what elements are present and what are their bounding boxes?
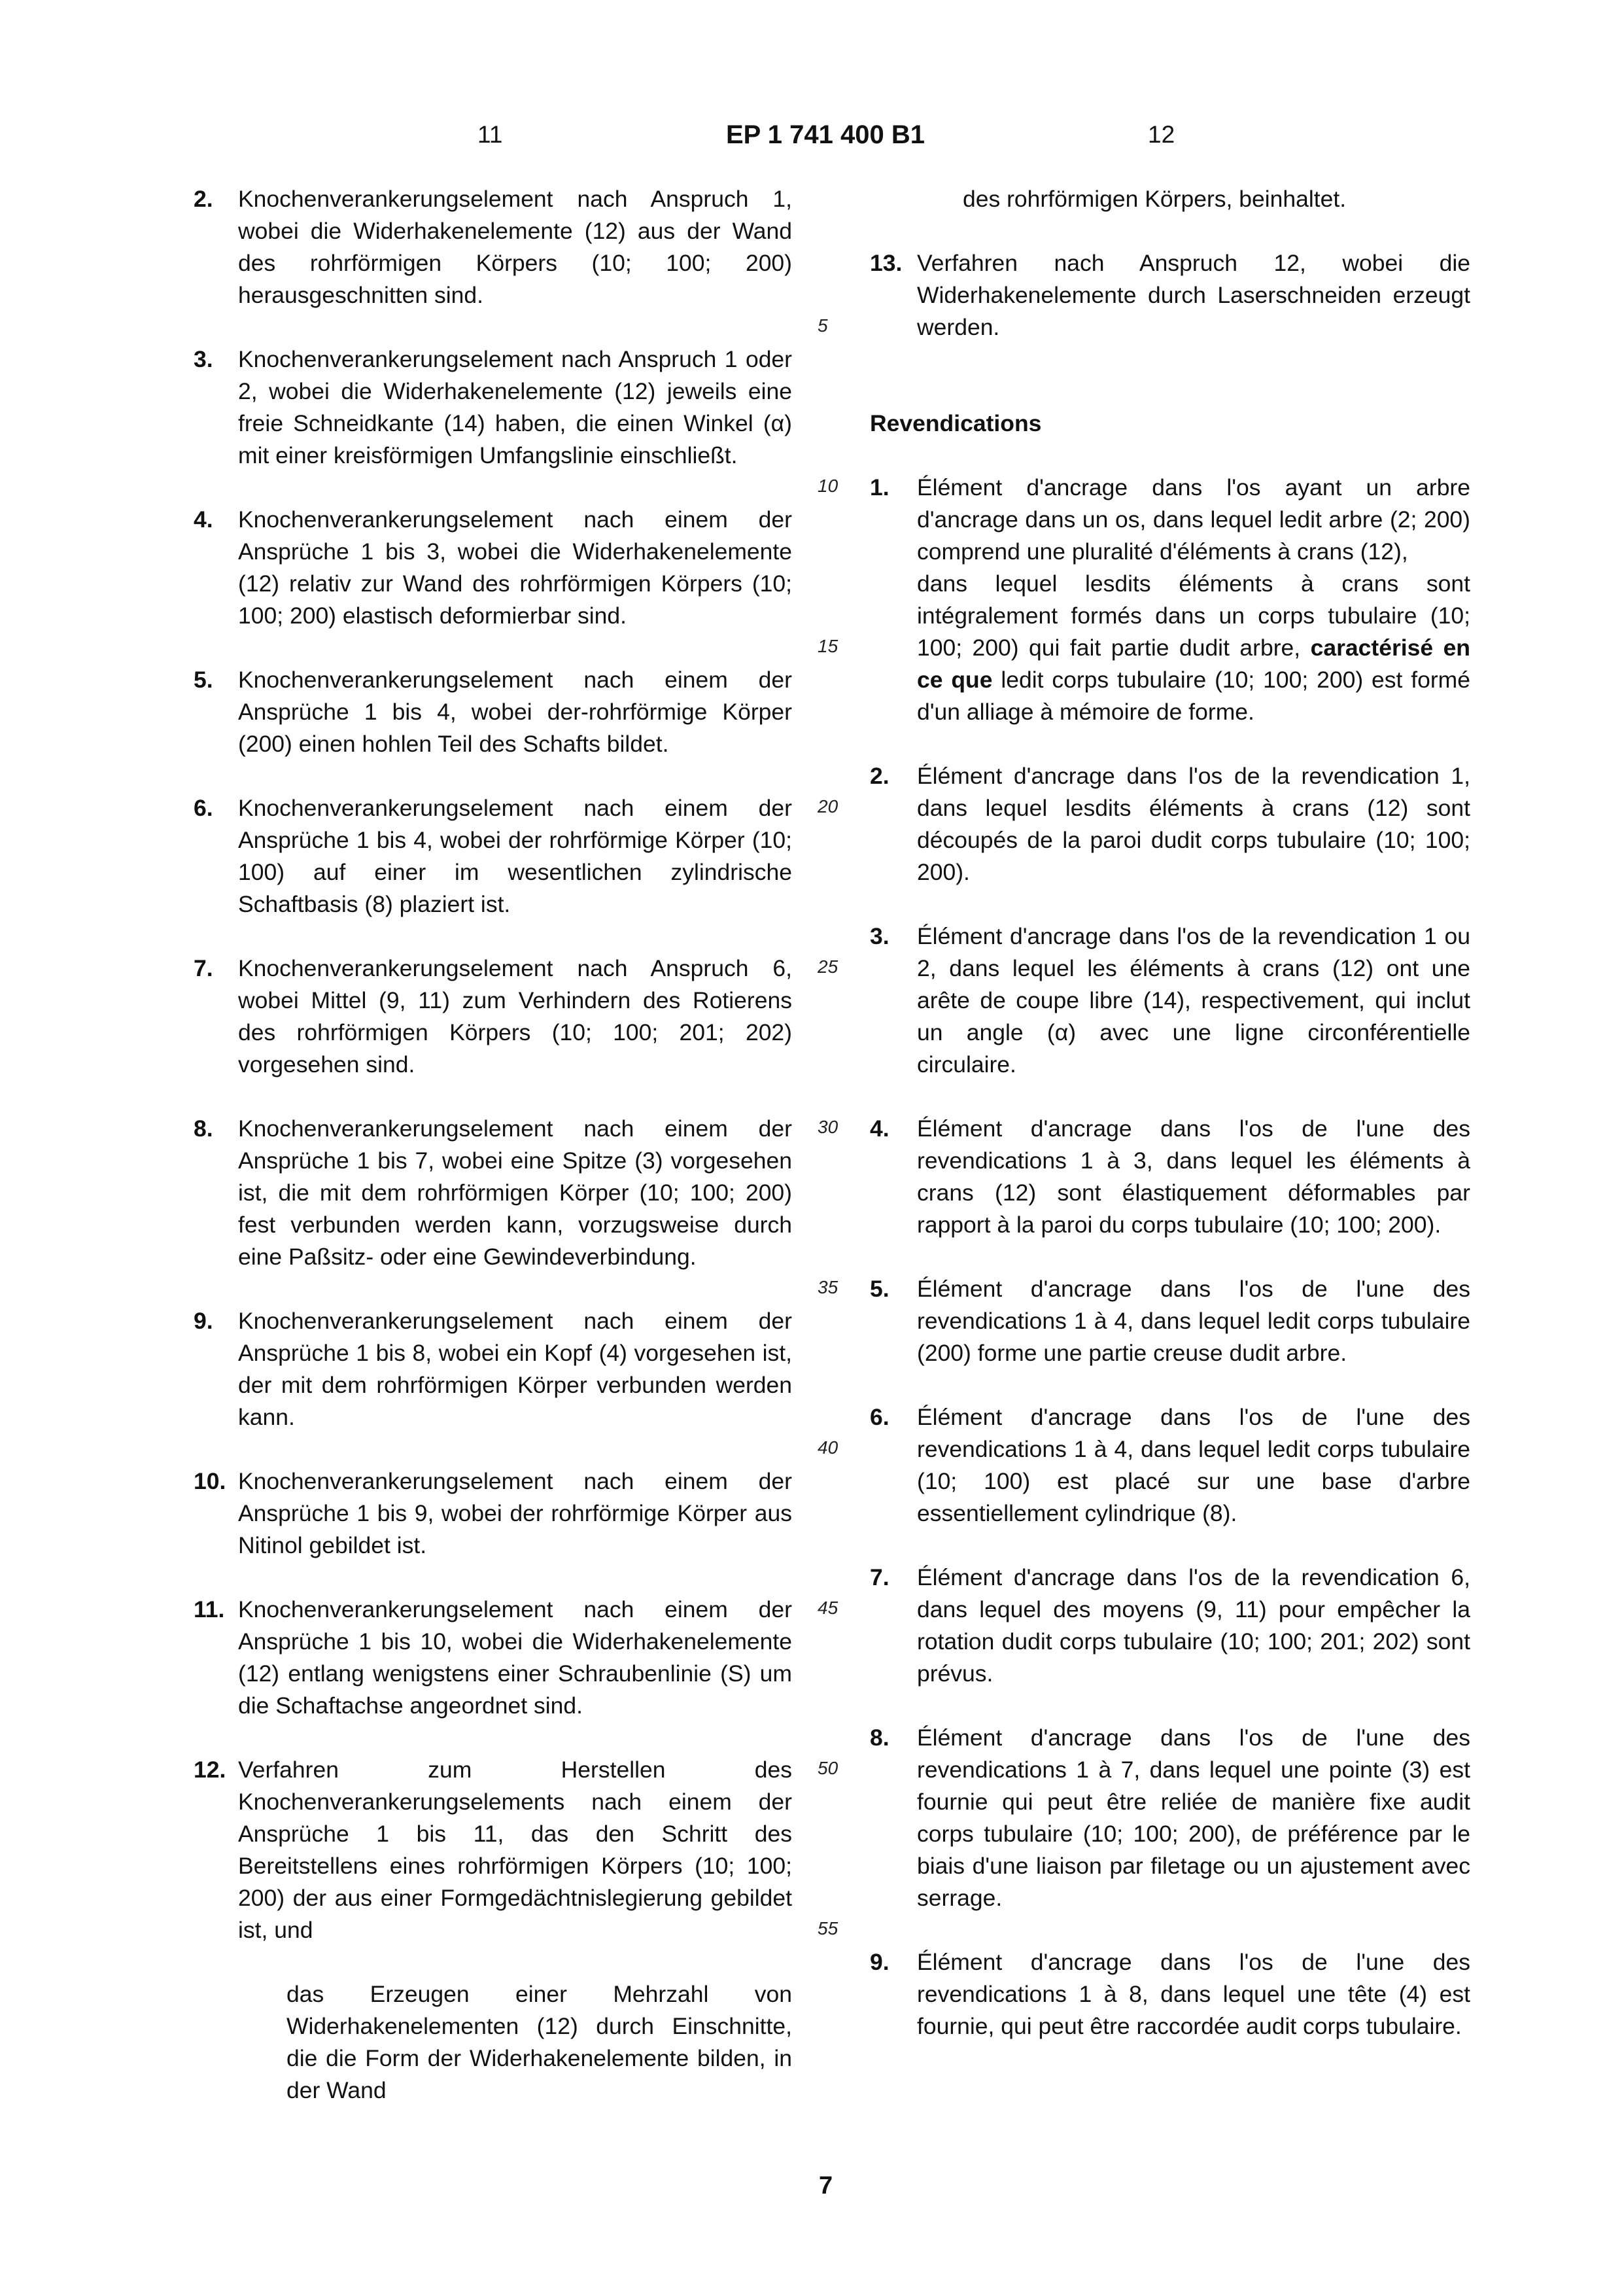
left-column xyxy=(194,183,792,2139)
claim-number: 6. xyxy=(194,795,213,821)
claim-fr-8 xyxy=(870,1722,1470,1914)
claim-step-text: das Erzeugen einer Mehrzahl von Widerhakenelementen (12) durch Einschnitte, die die Form der Widerhakenelemente bilden, in der Wand xyxy=(286,1981,792,2103)
line-number: 10 xyxy=(818,476,838,496)
claim-fr-7 xyxy=(870,1562,1470,1690)
claim-number: 8. xyxy=(194,1115,213,1142)
claim-de-8 xyxy=(194,1113,792,1273)
claim-de-5 xyxy=(194,664,792,760)
claim-number: 12. xyxy=(194,1757,226,1783)
claim-number: 6. xyxy=(870,1404,890,1430)
claim-text: Verfahren zum Herstellen des Knochenverankerungselements nach einem der Ansprüche 1 bis 11, das den Schritt des Bereitstellens eines rohrförmigen Körpers (10; 100; 200) der aus einer Formgedächtnislegierung gebildet ist, und xyxy=(238,1757,792,1943)
characterised-phrase: caractérisé en ce que xyxy=(917,635,1470,693)
claim-number: 9. xyxy=(870,1949,890,1975)
claim-text: Knochenverankerungselement nach einem der Ansprüche 1 bis 8, wobei ein Kopf (4) vorgesehen ist, der mit dem rohrförmigen Körper verbunden werden kann. xyxy=(238,1308,792,1430)
claim-text: Knochenverankerungselement nach Anspruch 1, wobei die Widerhakenelemente (12) aus der Wand des rohrförmigen Körpers (10; 100; 200) herausgeschnitten sind. xyxy=(238,186,792,308)
claim-text: Élément d'ancrage dans l'os de l'une des revendications 1 à 4, dans lequel ledit corps tubulaire (200) forme une partie creuse dudit arbre. xyxy=(917,1276,1470,1366)
claim-fr-6 xyxy=(870,1401,1470,1530)
claim-text: Élément d'ancrage dans l'os de la revendication 1, dans lequel lesdits éléments à crans (12) sont découpés de la paroi dudit corps tubulaire (10; 100; 200). xyxy=(917,763,1470,885)
claim-text: Knochenverankerungselement nach einem der Ansprüche 1 bis 4, wobei der-rohrförmige Körper (200) einen hohlen Teil des Schafts bildet. xyxy=(238,667,792,757)
line-number: 50 xyxy=(818,1758,838,1778)
line-number: 35 xyxy=(818,1277,838,1297)
line-number: 30 xyxy=(818,1117,838,1137)
claim-de-13 xyxy=(870,247,1470,343)
claim-fr-1 xyxy=(870,472,1470,728)
claim-de-4 xyxy=(194,504,792,632)
claim-de-11 xyxy=(194,1594,792,1722)
claim-text: Knochenverankerungselement nach einem der Ansprüche 1 bis 7, wobei eine Spitze (3) vorgesehen ist, die mit dem rohrförmigen Körper (10; 100; 200) fest verbunden werden kann, vorzugsweise durch eine Paßsitz- oder eine Gewindeverbindung. xyxy=(238,1115,792,1270)
page-number-left: 11 xyxy=(477,121,503,148)
claim-text: Knochenverankerungselement nach einem der Ansprüche 1 bis 3, wobei die Widerhakenelemente (12) relativ zur Wand des rohrförmigen Körpers (10; 100; 200) elastisch deformierbar sind. xyxy=(238,506,792,629)
document-number: EP 1 741 400 B1 xyxy=(726,120,925,149)
claim-text: Knochenverankerungselement nach Anspruch 6, wobei Mittel (9, 11) zum Verhindern des Rotierens des rohrförmigen Körpers (10; 100; 201; 202) vorgesehen sind. xyxy=(238,955,792,1077)
claim-de-6 xyxy=(194,792,792,920)
claim-fr-4 xyxy=(870,1113,1470,1241)
claim-text: Élément d'ancrage dans l'os de l'une des revendications 1 à 3, dans lequel les éléments à crans (12) sont élastiquement déformables par rapport à la paroi du corps tubulaire (10; 100; 200). xyxy=(917,1115,1470,1238)
claim-text: Knochenverankerungselement nach einem der Ansprüche 1 bis 4, wobei der rohrförmige Körper (10; 100) auf einer im wesentlichen zylindrische Schaftbasis (8) plaziert ist. xyxy=(238,795,792,917)
claim-number: 2. xyxy=(194,186,213,212)
claim-number: 4. xyxy=(194,506,213,533)
claim-number: 3. xyxy=(870,923,890,949)
claim-de-3 xyxy=(194,343,792,472)
claim-number: 4. xyxy=(870,1115,890,1142)
claim-number: 5. xyxy=(870,1276,890,1302)
claim-fr-5 xyxy=(870,1273,1470,1369)
claim-number: 3. xyxy=(194,346,213,372)
line-number: 45 xyxy=(818,1598,838,1618)
claim-de-12 xyxy=(194,1754,792,1946)
claim-text: Knochenverankerungselement nach Anspruch 1 oder 2, wobei die Widerhakenelemente (12) jeweils eine freie Schneidkante (14) haben, die einen Winkel (α) mit einer kreisförmigen Umfangslinie einschließt. xyxy=(238,346,792,468)
claim-number: 13. xyxy=(870,250,903,276)
claim-number: 10. xyxy=(194,1468,226,1494)
claim-fr-2 xyxy=(870,760,1470,888)
claim-text-part2-body: dans lequel lesdits éléments à crans sont intégralement formés dans un corps tubulaire (10; 100; 200) qui fait partie dudit arbre, xyxy=(917,570,1470,661)
line-number: 55 xyxy=(818,1918,838,1938)
claim-de-12-continuation xyxy=(870,183,1470,215)
claim-continuation-text: des rohrförmigen Körpers, beinhaltet. xyxy=(963,186,1347,212)
right-column xyxy=(870,183,1470,2075)
claim-text: Élément d'ancrage dans l'os de l'une des revendications 1 à 7, dans lequel une pointe (3) est fournie qui peut être reliée de manière fixe audit corps tubulaire (10; 100; 200), de préférence par le biais d'une liaison par filetage ou un ajustement avec serrage. xyxy=(917,1725,1470,1911)
claim-number: 7. xyxy=(870,1564,890,1590)
claim-text-part3: ledit corps tubulaire (10; 100; 200) est formé d'un alliage à mémoire de forme. xyxy=(917,667,1470,725)
line-number: 40 xyxy=(818,1437,838,1458)
claim-text: Élément d'ancrage dans l'os de l'une des revendications 1 à 4, dans lequel ledit corps tubulaire (10; 100) est placé sur une base d'arbre essentiellement cylindrique (8). xyxy=(917,1404,1470,1526)
line-number: 5 xyxy=(818,315,828,336)
line-number: 25 xyxy=(818,956,838,977)
claim-de-7 xyxy=(194,953,792,1081)
claim-number: 7. xyxy=(194,955,213,981)
claim-text: Élément d'ancrage dans l'os de l'une des revendications 1 à 8, dans lequel une tête (4) est fournie, qui peut être raccordée audit corps tubulaire. xyxy=(917,1949,1470,2039)
revendications-heading: Revendications xyxy=(870,410,1042,436)
claim-de-9 xyxy=(194,1305,792,1433)
claim-number: 2. xyxy=(870,763,890,789)
claim-fr-9 xyxy=(870,1946,1470,2042)
claim-number: 9. xyxy=(194,1308,213,1334)
line-number: 20 xyxy=(818,796,838,816)
claim-number: 11. xyxy=(194,1596,225,1622)
claim-text: Élément d'ancrage dans l'os de la revendication 1 ou 2, dans lequel les éléments à crans (12) ont une arête de coupe libre (14), respectivement, qui inclut un angle (α) avec une ligne circonférentielle circulaire. xyxy=(917,923,1470,1077)
line-number: 15 xyxy=(818,636,838,656)
claim-text-part2 xyxy=(917,568,1470,728)
page-number-right: 12 xyxy=(1148,121,1175,148)
claim-text: Élément d'ancrage dans l'os de la revendication 6, dans lequel des moyens (9, 11) pour empêcher la rotation dudit corps tubulaire (10; 100; 201; 202) sont prévus. xyxy=(917,1564,1470,1687)
claim-text-part1: Élément d'ancrage dans l'os ayant un arbre d'ancrage dans un os, dans lequel ledit arbre (2; 200) comprend une pluralité d'éléments à crans (12), xyxy=(917,474,1470,565)
claim-de-10 xyxy=(194,1465,792,1562)
claim-number: 8. xyxy=(870,1725,890,1751)
page-number-footer: 7 xyxy=(819,2172,833,2199)
claim-text: Knochenverankerungselement nach einem der Ansprüche 1 bis 10, wobei die Widerhakenelemente (12) entlang wenigstens einer Schraubenlinie (S) um die Schaftachse angeordnet sind. xyxy=(238,1596,792,1719)
claim-de-2 xyxy=(194,183,792,311)
claim-text: Knochenverankerungselement nach einem der Ansprüche 1 bis 9, wobei der rohrförmige Körper aus Nitinol gebildet ist. xyxy=(238,1468,792,1558)
claim-text: Verfahren nach Anspruch 12, wobei die Widerhakenelemente durch Laserschneiden erzeugt werden. xyxy=(917,250,1470,340)
claim-fr-3 xyxy=(870,920,1470,1081)
claim-number: 5. xyxy=(194,667,213,693)
claim-de-12-step xyxy=(194,1978,792,2107)
claim-number: 1. xyxy=(870,474,890,500)
